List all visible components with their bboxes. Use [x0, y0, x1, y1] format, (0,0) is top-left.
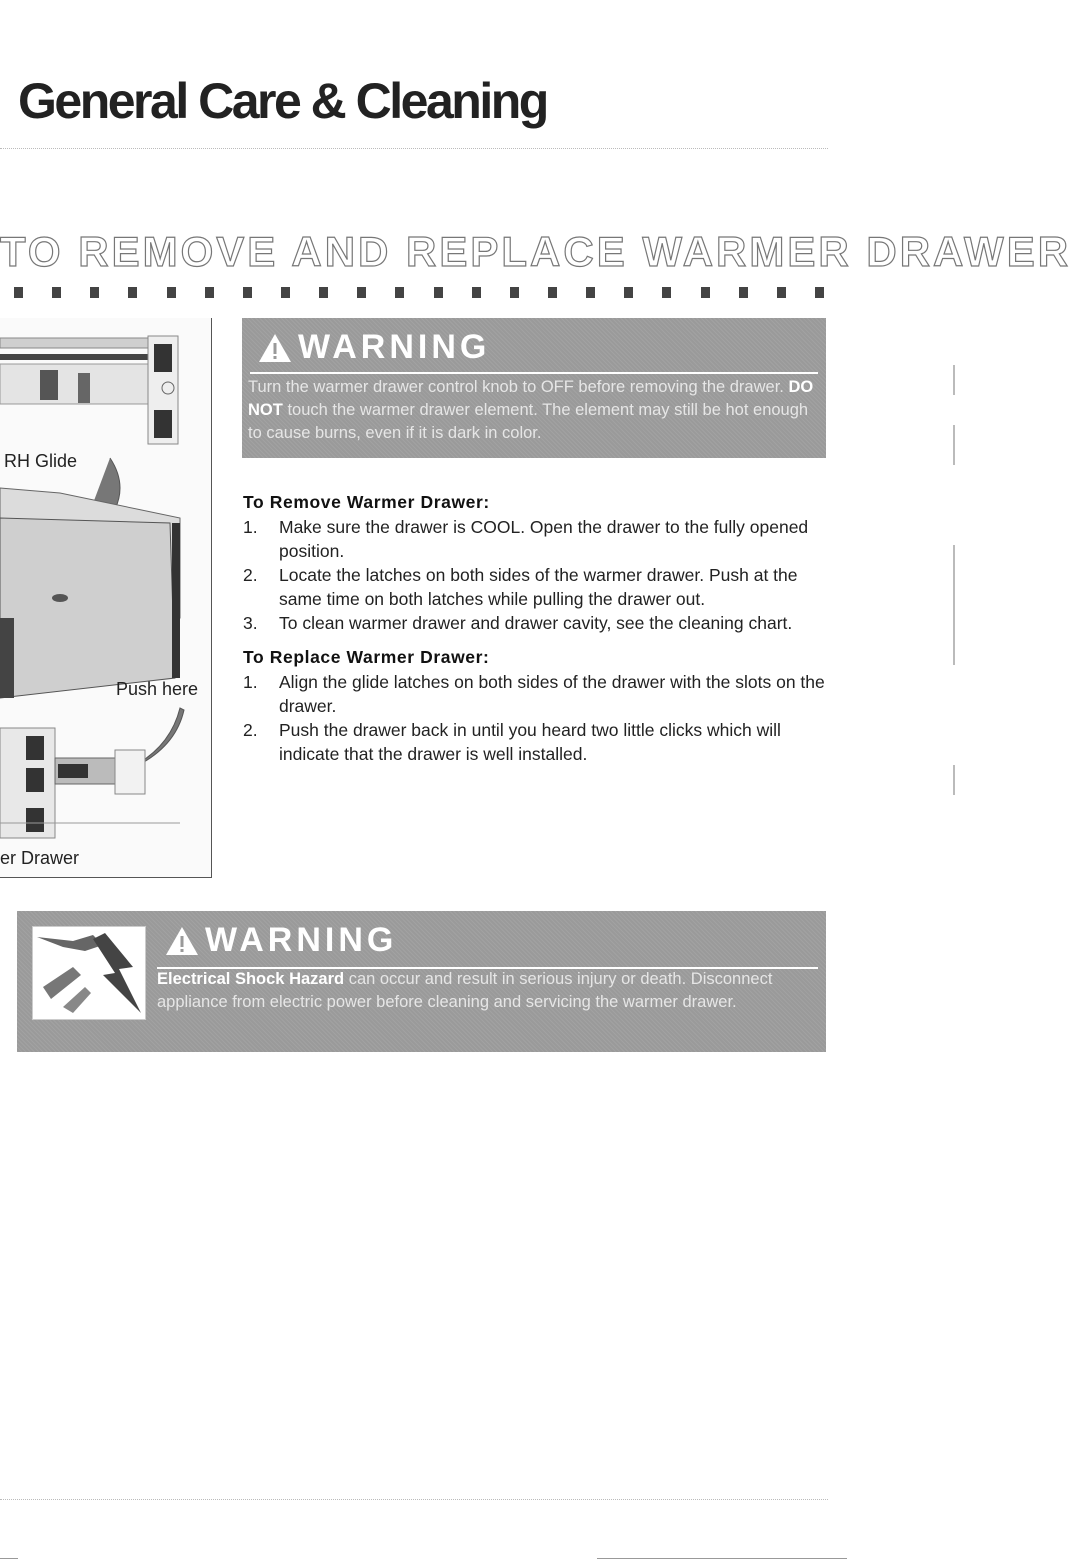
warmer-drawer-illustration	[0, 318, 212, 878]
warning-title: WARNING	[298, 328, 491, 366]
warning-text-part: Turn the warmer drawer control knob to OFF before removing the drawer.	[248, 378, 784, 396]
decorative-square-row	[14, 287, 824, 299]
remove-steps	[243, 515, 833, 635]
remove-heading: To Remove Warmer Drawer:	[243, 492, 490, 512]
section-heading: TO REMOVE AND REPLACE WARMER DRAWER	[0, 228, 1071, 275]
electric-shock-icon	[32, 926, 146, 1020]
warning-title: WARNING	[205, 921, 398, 959]
warning-text	[248, 376, 816, 445]
warning-header	[165, 921, 397, 960]
push-here-label: Push here	[116, 679, 199, 699]
warning-text	[157, 968, 808, 1014]
warning-triangle-icon	[258, 333, 292, 363]
warning-box-shock	[17, 911, 826, 1052]
warning-text-part: can occur and result in serious injury or death. Disconnect appliance from electric power before cleaning and servicing the warmer drawer.	[157, 970, 773, 1011]
warning-header	[258, 328, 490, 367]
rh-glide-label: RH Glide	[4, 451, 78, 471]
title-divider	[0, 148, 828, 149]
drawer-label: er Drawer	[0, 848, 80, 868]
drawer-diagram-graphic	[0, 318, 211, 877]
warning-text-bold: DO NOT	[248, 378, 814, 419]
list-item: 2. Push the drawer back in until you heard two little clicks which will indicate that the drawer is well installed.	[243, 720, 781, 764]
list-item: 2. Locate the latches on both sides of the warmer drawer. Push at the same time on both latches while pulling the drawer out.	[243, 565, 798, 609]
bottom-tick	[0, 1558, 18, 1559]
replace-steps	[243, 670, 833, 766]
warning-text-part: touch the warmer drawer element. The element may still be hot enough to cause burns, even if it is dark in color.	[248, 401, 809, 442]
list-item: 1. Make sure the drawer is COOL. Open the drawer to the fully opened position.	[243, 517, 809, 561]
edge-marks	[953, 365, 955, 875]
warning-divider	[250, 372, 818, 374]
instructions	[243, 492, 833, 766]
warning-text-bold: Electrical Shock Hazard	[157, 970, 345, 988]
replace-heading: To Replace Warmer Drawer:	[243, 647, 490, 667]
page-title: General Care & Cleaning	[18, 73, 547, 129]
footer-rule	[597, 1558, 847, 1559]
warning-box-drawer	[242, 318, 826, 458]
bottom-divider	[0, 1499, 828, 1500]
list-item: 3. To clean warmer drawer and drawer cavity, see the cleaning chart.	[243, 613, 793, 633]
warning-triangle-icon	[165, 926, 199, 956]
list-item: 1. Align the glide latches on both sides of the drawer with the slots on the drawer.	[243, 672, 825, 716]
